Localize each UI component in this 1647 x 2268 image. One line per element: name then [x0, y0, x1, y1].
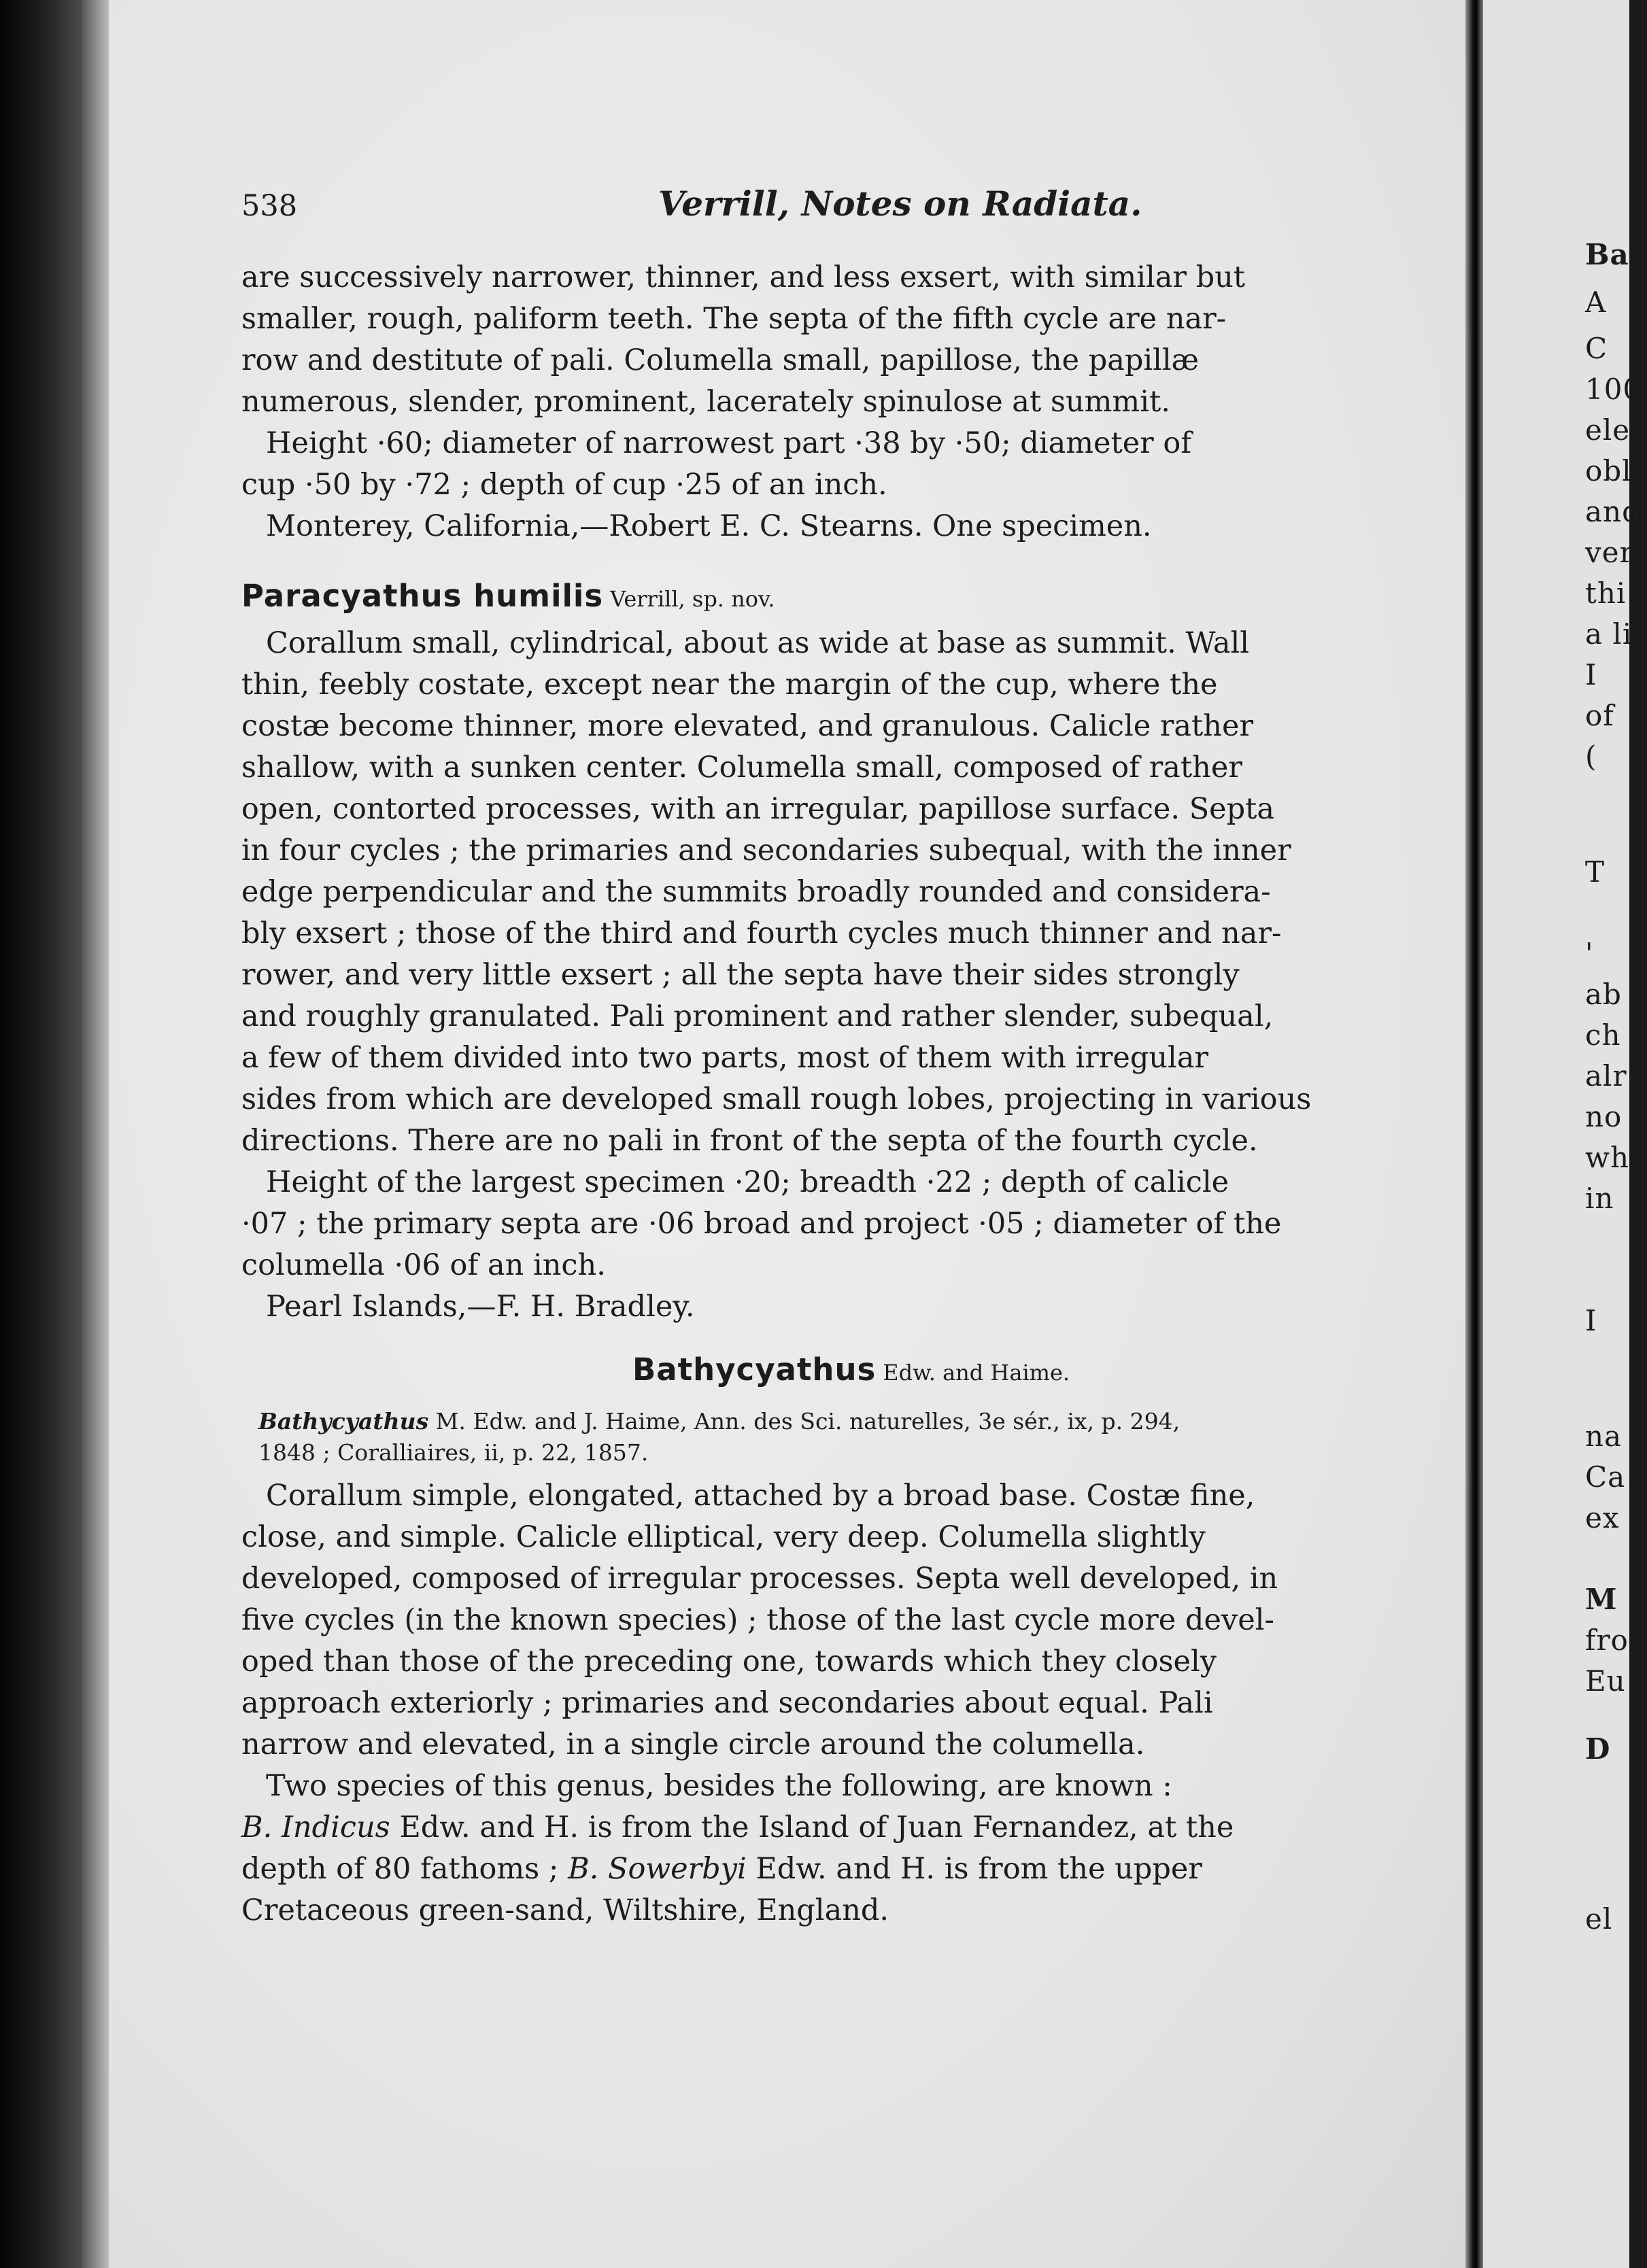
text-line: [241, 1849, 1357, 1890]
facing-page-fragment: 100: [1585, 373, 1642, 406]
text-line: bly exsert ; those of the third and fourth cycles much thinner and nar-: [241, 916, 1282, 950]
facing-page-fragment: ': [1585, 937, 1594, 970]
genus-authority: Edw. and Haime.: [883, 1360, 1070, 1386]
species-authority: Verrill, sp. nov.: [610, 586, 775, 612]
facing-page-fragment: obl: [1585, 454, 1632, 487]
citation-genus: Bathycyathus: [258, 1408, 429, 1434]
genus-citation: [258, 1406, 1357, 1468]
text-line: Height ·60; diameter of narrowest part ·38 by ·50; diameter of: [266, 426, 1192, 460]
text-fragment: Edw. and H. is from the Island of Juan Fernandez, at the: [390, 1810, 1234, 1844]
facing-page-fragment: elev: [1585, 413, 1647, 447]
facing-page: [1483, 0, 1647, 2268]
page-gutter: [1465, 0, 1483, 2268]
text-line: approach exteriorly ; primaries and secondaries about equal. Pali: [241, 1686, 1213, 1720]
facing-page-fragment: alr: [1585, 1059, 1627, 1093]
species-ref: B. Sowerbyi: [568, 1852, 747, 1886]
text-line: close, and simple. Calicle elliptical, very deep. Columella slightly: [241, 1520, 1206, 1554]
text-line: numerous, slender, prominent, lacerately spinulose at summit.: [241, 385, 1170, 419]
text-line: cup ·50 by ·72 ; depth of cup ·25 of an inch.: [241, 468, 887, 502]
locality-line: Pearl Islands,—F. H. Bradley.: [266, 1290, 695, 1324]
text-line: oped than those of the preceding one, towards which they closely: [241, 1645, 1217, 1679]
text-line: developed, composed of irregular processes. Septa well developed, in: [241, 1562, 1278, 1596]
facing-page-fragment: ex: [1585, 1501, 1620, 1534]
running-title: Verrill, Notes on Radiata.: [658, 184, 1142, 224]
facing-page-fragment: M: [1585, 1583, 1618, 1616]
facing-page-fragment: in: [1585, 1182, 1614, 1215]
citation-text: M. Edw. and J. Haime, Ann. des Sci. naturelles, 3e sér., ix, p. 294,: [428, 1408, 1181, 1434]
facing-page-fragment: I: [1585, 658, 1597, 691]
citation-line: 1848 ; Coralliaires, ii, p. 22, 1857.: [258, 1439, 649, 1466]
text-line: costæ become thinner, more elevated, and granulous. Calicle rather: [241, 709, 1253, 743]
text-line: Cretaceous green-sand, Wiltshire, England.: [241, 1893, 889, 1927]
text-line: are successively narrower, thinner, and less exsert, with similar but: [241, 260, 1246, 294]
facing-page-fragment: I: [1585, 1304, 1597, 1337]
facing-page-fragment: T: [1585, 855, 1606, 889]
text-line: sides from which are developed small rough lobes, projecting in various: [241, 1082, 1312, 1116]
text-line: Two species of this genus, besides the following, are known :: [266, 1769, 1172, 1803]
facing-page-fragment: no: [1585, 1100, 1623, 1133]
text-line: narrow and elevated, in a single circle around the columella.: [241, 1728, 1145, 1762]
text-line: shallow, with a sunken center. Columella small, composed of rather: [241, 751, 1242, 785]
locality-line: Monterey, California,—Robert E. C. Stearns. One specimen.: [266, 509, 1152, 543]
facing-page-fragment: A: [1585, 286, 1607, 319]
facing-page-fragment: Eu: [1585, 1664, 1626, 1698]
facing-page-fragment: wh: [1585, 1141, 1629, 1174]
species-heading: [241, 578, 775, 614]
facing-page-fragment: ver: [1585, 536, 1634, 569]
text-line: in four cycles ; the primaries and secondaries subequal, with the inner: [241, 834, 1291, 867]
page-number: 538: [241, 189, 298, 223]
facing-page-fragment: and: [1585, 495, 1641, 528]
genus-heading: [632, 1352, 1070, 1388]
facing-page-fragment: ch: [1585, 1018, 1621, 1052]
text-fragment: Edw. and H. is from the upper: [746, 1852, 1202, 1886]
facing-page-fragment: fro: [1585, 1623, 1629, 1657]
facing-page-fragment: D: [1585, 1732, 1611, 1766]
facing-page-fragment: el: [1585, 1902, 1613, 1936]
species-description: [241, 623, 1357, 1328]
text-line: row and destitute of pali. Columella small, papillose, the papillæ: [241, 343, 1200, 377]
genus-name: Bathycyathus: [632, 1352, 877, 1388]
facing-page-fragment: C: [1585, 332, 1608, 365]
text-line: edge perpendicular and the summits broadly rounded and considera-: [241, 875, 1271, 909]
citation-line: [258, 1406, 1357, 1437]
text-line: Corallum small, cylindrical, about as wide at base as summit. Wall: [266, 626, 1250, 660]
text-line: ·07 ; the primary septa are ·06 broad and project ·05 ; diameter of the: [241, 1207, 1282, 1241]
facing-page-fragment: Ba: [1585, 238, 1629, 271]
text-line: a few of them divided into two parts, most of them with irregular: [241, 1041, 1208, 1075]
species-ref: B. Indicus: [241, 1810, 390, 1844]
facing-page-fragment: (: [1585, 740, 1597, 773]
page-binding: [82, 0, 109, 2268]
text-line: rower, and very little exsert ; all the septa have their sides strongly: [241, 958, 1240, 992]
facing-page-fragment: ab: [1585, 978, 1622, 1011]
facing-page-fragment: thi: [1585, 577, 1627, 610]
genus-description: [241, 1475, 1357, 1931]
text-line: five cycles (in the known species) ; those of the last cycle more devel-: [241, 1603, 1274, 1637]
text-line: Height of the largest specimen ·20; breadth ·22 ; depth of calicle: [266, 1165, 1229, 1199]
facing-page-fragment: a li: [1585, 617, 1633, 651]
text-line: [241, 1807, 1357, 1849]
text-line: smaller, rough, paliform teeth. The septa of the fifth cycle are nar-: [241, 302, 1227, 336]
text-fragment: depth of 80 fathoms ;: [241, 1852, 568, 1886]
text-line: columella ·06 of an inch.: [241, 1248, 606, 1282]
scan-edge-left: [0, 0, 82, 2268]
species-name: Paracyathus humilis: [241, 578, 604, 614]
facing-page-fragment: na: [1585, 1420, 1623, 1453]
text-line: thin, feebly costate, except near the margin of the cup, where the: [241, 668, 1218, 702]
text-line: directions. There are no pali in front of the septa of the fourth cycle.: [241, 1124, 1258, 1158]
text-line: and roughly granulated. Pali prominent and rather slender, subequal,: [241, 999, 1274, 1033]
text-line: open, contorted processes, with an irregular, papillose surface. Septa: [241, 792, 1275, 826]
facing-page-fragment: of: [1585, 699, 1614, 732]
facing-page-fragment: Ca: [1585, 1460, 1626, 1494]
text-line: Corallum simple, elongated, attached by a broad base. Costæ fine,: [266, 1479, 1255, 1513]
section-continuation: [241, 257, 1357, 547]
